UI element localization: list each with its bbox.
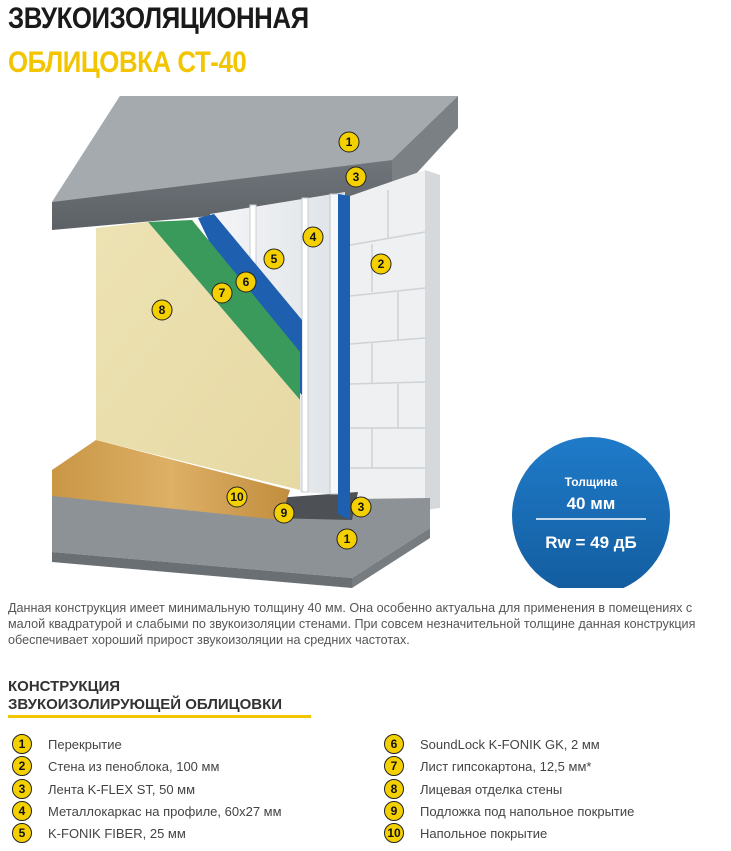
legend-number-badge: 7 xyxy=(384,756,404,776)
callout-badge xyxy=(236,272,256,292)
legend-number-badge: 1 xyxy=(12,734,32,754)
legend-number-badge: 3 xyxy=(12,779,32,799)
svg-text:1: 1 xyxy=(343,532,351,546)
legend-label: Лицевая отделка стены xyxy=(420,781,563,797)
callout-badge xyxy=(264,249,284,269)
page-title-line-2: ОБЛИЦОВКА СТ-40 xyxy=(8,46,247,79)
svg-text:1: 1 xyxy=(345,135,353,149)
callout-badge xyxy=(274,503,294,523)
svg-text:9: 9 xyxy=(280,506,288,520)
legend-item xyxy=(384,802,634,820)
svg-text:6: 6 xyxy=(242,275,250,289)
legend-label: Лист гипсокартона, 12,5 мм* xyxy=(420,758,592,774)
legend-label: Подложка под напольное покрытие xyxy=(420,803,635,819)
section-title-line-2: ЗВУКОИЗОЛИРУЮЩЕЙ ОБЛИЦОВКИ xyxy=(8,696,283,713)
legend-number-badge: 2 xyxy=(12,756,32,776)
legend-item xyxy=(12,735,122,753)
svg-text:3: 3 xyxy=(352,170,360,184)
legend-item xyxy=(12,824,186,842)
wall-construction-illustration xyxy=(0,88,731,588)
callout-badge xyxy=(227,487,247,507)
svg-text:3: 3 xyxy=(357,500,365,514)
description-text: Данная конструкция имеет минимальную толщину 40 мм. Она особенно актуальна для применения в помещениях с малой квадратурой и слабыми по звукоизоляции стенами. При совсем незначительной толщине данная конструкция обеспечивает хороший прирост звукоизоляции на средних частотах. xyxy=(8,601,696,647)
legend-number-badge: 5 xyxy=(12,823,32,843)
svg-text:2: 2 xyxy=(377,257,385,271)
legend-number-badge: 8 xyxy=(384,779,404,799)
page-title-line-1: ЗВУКОИЗОЛЯЦИОННАЯ xyxy=(8,2,309,35)
section-title-line-1: КОНСТРУКЦИЯ xyxy=(8,678,121,695)
legend-item xyxy=(384,780,562,798)
svg-text:5: 5 xyxy=(270,252,278,266)
legend-item xyxy=(12,802,282,820)
thickness-value: 40 мм xyxy=(566,494,616,513)
rw-value: Rw = 49 дБ xyxy=(545,533,637,552)
callout-badge xyxy=(351,497,371,517)
svg-text:10: 10 xyxy=(230,490,244,504)
legend-label: Лента K-FLEX ST, 50 мм xyxy=(48,781,196,797)
legend-item xyxy=(384,824,547,842)
svg-text:7: 7 xyxy=(218,286,226,300)
legend-item xyxy=(384,757,591,775)
legend-item xyxy=(12,780,195,798)
legend-item xyxy=(384,735,600,753)
legend-number-badge: 4 xyxy=(12,801,32,821)
legend-number-badge: 10 xyxy=(384,823,404,843)
callout-badge xyxy=(303,227,323,247)
callout-badge xyxy=(371,254,391,274)
legend-label: K-FONIK FIBER, 25 мм xyxy=(48,825,186,841)
legend-label: Металлокаркас на профиле, 60х27 мм xyxy=(48,803,282,819)
callout-badge xyxy=(346,167,366,187)
section-title xyxy=(8,678,282,714)
legend-label: Стена из пеноблока, 100 мм xyxy=(48,758,220,774)
legend-item xyxy=(12,757,219,775)
callout-badge xyxy=(152,300,172,320)
callout-badge xyxy=(337,529,357,549)
legend-label: Перекрытие xyxy=(48,736,122,752)
legend-number-badge: 6 xyxy=(384,734,404,754)
section-underline xyxy=(8,715,311,718)
foam-block-wall xyxy=(350,170,440,520)
svg-text:4: 4 xyxy=(309,230,317,244)
thickness-info-badge xyxy=(512,437,670,588)
callout-badge xyxy=(339,132,359,152)
callout-badge xyxy=(212,283,232,303)
thickness-label: Толщина xyxy=(564,475,618,489)
legend-label: Напольное покрытие xyxy=(420,825,548,841)
legend-number-badge: 9 xyxy=(384,801,404,821)
svg-text:8: 8 xyxy=(158,303,166,317)
legend-label: SoundLock K-FONIK GK, 2 мм xyxy=(420,736,600,752)
